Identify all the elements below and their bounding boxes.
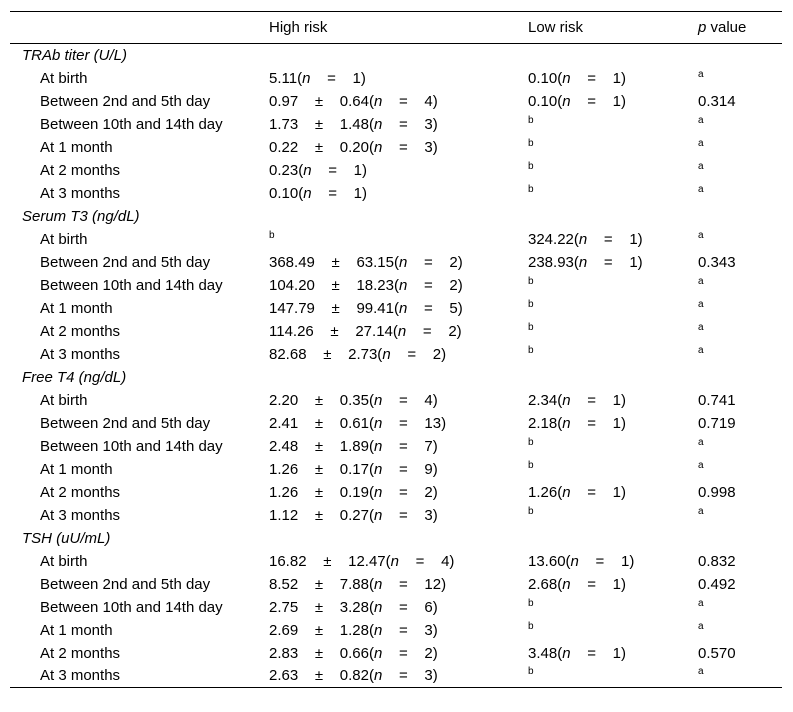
value-text: 2.63 ± 0.82(: [269, 667, 374, 685]
value-text: 0.97 ± 0.64(: [269, 92, 374, 110]
section-title: TRAb titer (U/L): [22, 46, 128, 64]
n-count: = 1): [587, 230, 643, 248]
n-count: = 4): [398, 552, 455, 570]
value-text: 1.26 ± 0.19(: [269, 483, 374, 501]
low-risk-cell: [528, 113, 698, 136]
footnote-marker: a: [698, 229, 704, 241]
n-symbol: n: [562, 69, 571, 87]
row-label: At 2 months: [40, 322, 121, 340]
footnote-marker: a: [698, 344, 704, 356]
n-count: = 1): [311, 161, 367, 179]
section-row: [10, 44, 782, 67]
p-value-text: 0.998: [698, 483, 736, 501]
n-symbol: n: [562, 414, 571, 432]
n-count: = 1): [570, 483, 626, 501]
n-symbol: n: [303, 161, 312, 179]
n-symbol: n: [373, 644, 383, 662]
p-value-cell: [698, 642, 782, 665]
header-p-value: [698, 12, 782, 44]
value-text: 2.34(: [528, 391, 563, 409]
high-risk-cell: [269, 573, 528, 596]
high-risk-cell: [269, 642, 528, 665]
high-risk-cell: [269, 228, 528, 251]
low-risk-cell: [528, 389, 698, 412]
value-text: 2.68(: [528, 575, 563, 593]
n-count: = 1): [570, 414, 626, 432]
footnote-marker: a: [698, 666, 704, 678]
table-row: [10, 504, 782, 527]
n-count: = 1): [310, 69, 366, 87]
value-text: 1.12 ± 0.27(: [269, 506, 374, 524]
header-high-risk: High risk: [269, 12, 528, 44]
table-row: [10, 113, 782, 136]
high-risk-cell: [269, 458, 528, 481]
high-risk-cell: [269, 504, 528, 527]
value-text: 8.52 ± 7.88(: [269, 575, 374, 593]
n-count: = 1): [570, 92, 626, 110]
high-risk-cell: [269, 389, 528, 412]
n-count: = 7): [382, 437, 438, 455]
table-row: [10, 619, 782, 642]
footnote-marker: b: [528, 459, 534, 471]
section-row: [10, 366, 782, 389]
n-count: = 3): [382, 621, 438, 639]
n-count: = 1): [311, 184, 367, 202]
high-risk-cell: [269, 182, 528, 205]
n-symbol: n: [373, 414, 383, 432]
low-risk-cell: [528, 596, 698, 619]
value-text: 13.60(: [528, 552, 571, 570]
footnote-marker: a: [698, 459, 704, 471]
row-label: At 1 month: [40, 138, 113, 156]
n-count: = 1): [578, 552, 635, 570]
value-text: 0.10(: [528, 92, 563, 110]
footnote-marker: b: [528, 160, 534, 172]
footnote-marker: a: [698, 321, 704, 333]
low-risk-cell: [528, 573, 698, 596]
high-risk-cell: [269, 550, 528, 573]
n-symbol: n: [373, 506, 383, 524]
n-symbol: n: [373, 92, 383, 110]
p-value-cell: [698, 458, 782, 481]
n-count: = 3): [382, 138, 438, 156]
low-risk-cell: [528, 481, 698, 504]
n-symbol: n: [373, 391, 383, 409]
value-text: 2.83 ± 0.66(: [269, 644, 374, 662]
table-row: [10, 550, 782, 573]
n-count: = 1): [570, 575, 626, 593]
n-count: = 2): [407, 253, 463, 271]
row-label: At 3 months: [40, 506, 121, 524]
row-label: Between 2nd and 5th day: [40, 253, 211, 271]
n-symbol: n: [570, 552, 579, 570]
value-text: 238.93(: [528, 253, 579, 271]
p-value-text: 0.570: [698, 644, 736, 662]
footnote-marker: a: [698, 298, 704, 310]
n-symbol: n: [562, 483, 571, 501]
n-count: = 6): [382, 598, 438, 616]
value-text: 368.49 ± 63.15(: [269, 253, 399, 271]
table-row: [10, 596, 782, 619]
value-text: 2.69 ± 1.28(: [269, 621, 374, 639]
value-text: 114.26 ± 27.14(: [269, 322, 398, 340]
p-value-cell: [698, 228, 782, 251]
low-risk-cell: [528, 504, 698, 527]
high-risk-cell: [269, 136, 528, 159]
n-symbol: n: [397, 322, 407, 340]
low-risk-cell: [528, 159, 698, 182]
low-risk-cell: [528, 435, 698, 458]
p-value-cell: [698, 550, 782, 573]
value-text: 2.20 ± 0.35(: [269, 391, 374, 409]
table-row: [10, 412, 782, 435]
row-label: At birth: [40, 391, 88, 409]
low-risk-cell: [528, 136, 698, 159]
high-risk-cell: [269, 665, 528, 688]
footnote-marker: b: [528, 114, 534, 126]
p-value-cell: [698, 573, 782, 596]
p-value-cell: [698, 665, 782, 688]
n-count: = 3): [382, 115, 438, 133]
low-risk-cell: [528, 297, 698, 320]
footnote-marker: a: [698, 114, 704, 126]
table-row: [10, 67, 782, 90]
n-symbol: n: [398, 299, 408, 317]
table-row: [10, 389, 782, 412]
value-text: 324.22(: [528, 230, 579, 248]
n-symbol: n: [390, 552, 399, 570]
p-value-cell: [698, 619, 782, 642]
value-text: 147.79 ± 99.41(: [269, 299, 399, 317]
high-risk-cell: [269, 274, 528, 297]
n-symbol: n: [398, 253, 408, 271]
section-row: [10, 205, 782, 228]
n-symbol: n: [398, 276, 408, 294]
row-label: At 3 months: [40, 184, 121, 202]
value-text: 2.48 ± 1.89(: [269, 437, 374, 455]
p-value-text: 0.741: [698, 391, 736, 409]
n-count: = 1): [587, 253, 643, 271]
n-symbol: n: [373, 598, 383, 616]
n-count: = 4): [382, 391, 438, 409]
table-row: [10, 228, 782, 251]
row-label: Between 2nd and 5th day: [40, 92, 211, 110]
row-label: Between 2nd and 5th day: [40, 575, 211, 593]
p-value-cell: [698, 297, 782, 320]
p-value-cell: [698, 159, 782, 182]
n-symbol: n: [303, 184, 312, 202]
header-p-italic: p: [698, 19, 707, 36]
footnote-marker: a: [698, 183, 704, 195]
low-risk-cell: [528, 458, 698, 481]
low-risk-cell: [528, 228, 698, 251]
row-label: At 3 months: [10, 665, 269, 688]
row-label: At 1 month: [40, 460, 113, 478]
section-title: TSH (uU/mL): [22, 529, 111, 547]
footnote-marker: a: [698, 620, 704, 632]
footnote-marker: b: [528, 183, 534, 195]
footnote-marker: a: [698, 137, 704, 149]
footnote-marker: a: [698, 597, 704, 609]
n-symbol: n: [373, 115, 383, 133]
high-risk-cell: [269, 251, 528, 274]
n-count: = 9): [382, 460, 438, 478]
p-value-cell: [698, 182, 782, 205]
row-label: Between 2nd and 5th day: [40, 414, 211, 432]
p-value-text: 0.832: [698, 552, 736, 570]
n-count: = 2): [382, 644, 438, 662]
footnote-marker: b: [528, 620, 534, 632]
n-symbol: n: [373, 138, 383, 156]
high-risk-cell: [269, 320, 528, 343]
p-value-cell: [698, 136, 782, 159]
n-symbol: n: [373, 667, 383, 685]
value-text: 0.10(: [269, 184, 304, 202]
header-empty: [10, 12, 269, 44]
n-count: = 3): [382, 667, 438, 685]
value-text: 2.75 ± 3.28(: [269, 598, 374, 616]
n-symbol: n: [562, 391, 571, 409]
footnote-marker: b: [528, 597, 534, 609]
n-symbol: n: [382, 345, 391, 363]
low-risk-cell: [528, 274, 698, 297]
section-title: Serum T3 (ng/dL): [22, 207, 140, 225]
n-symbol: n: [302, 69, 311, 87]
n-symbol: n: [578, 253, 588, 271]
n-symbol: n: [373, 483, 383, 501]
low-risk-cell: [528, 619, 698, 642]
footnote-marker: b: [528, 298, 534, 310]
row-label: Between 10th and 14th day: [40, 598, 223, 616]
p-value-cell: [698, 90, 782, 113]
value-text: 0.22 ± 0.20(: [269, 138, 374, 156]
table-row: [10, 458, 782, 481]
footnote-marker: b: [528, 505, 534, 517]
p-value-text: 0.343: [698, 253, 736, 271]
high-risk-cell: [269, 159, 528, 182]
high-risk-cell: [269, 67, 528, 90]
p-value-cell: [698, 504, 782, 527]
n-symbol: n: [373, 460, 383, 478]
low-risk-cell: [528, 642, 698, 665]
p-value-text: 0.492: [698, 575, 736, 593]
table-header-row: [10, 12, 782, 44]
value-text: 0.10(: [528, 69, 563, 87]
table-row: [10, 481, 782, 504]
row-label: At birth: [40, 552, 88, 570]
n-count: = 13): [382, 414, 447, 432]
table-row: [10, 90, 782, 113]
row-label: At birth: [40, 230, 88, 248]
table-row: [10, 251, 782, 274]
n-symbol: n: [373, 621, 383, 639]
footnote-marker: a: [698, 275, 704, 287]
value-text: 2.41 ± 0.61(: [269, 414, 374, 432]
results-table: [10, 11, 782, 688]
p-value-cell: [698, 113, 782, 136]
value-text: 82.68 ± 2.73(: [269, 345, 383, 363]
table-row: [10, 297, 782, 320]
value-text: 5.11(: [269, 69, 303, 87]
n-count: = 1): [570, 391, 626, 409]
n-symbol: n: [562, 575, 571, 593]
table-row: [10, 320, 782, 343]
high-risk-cell: [269, 596, 528, 619]
section-row: [10, 527, 782, 550]
footnote-marker: b: [528, 275, 534, 287]
value-text: 16.82 ± 12.47(: [269, 552, 391, 570]
row-label: At birth: [40, 69, 88, 87]
p-value-cell: [698, 596, 782, 619]
n-count: = 12): [382, 575, 447, 593]
low-risk-cell: [528, 90, 698, 113]
row-label: At 2 months: [40, 644, 121, 662]
p-value-cell: [698, 343, 782, 366]
p-value-cell: [698, 389, 782, 412]
p-value-cell: [698, 481, 782, 504]
low-risk-cell: [528, 550, 698, 573]
footnote-marker: a: [698, 160, 704, 172]
value-text: 104.20 ± 18.23(: [269, 276, 399, 294]
p-value-cell: [698, 274, 782, 297]
high-risk-cell: [269, 297, 528, 320]
row-label: At 1 month: [40, 621, 113, 639]
footnote-marker: a: [698, 68, 704, 80]
low-risk-cell: [528, 320, 698, 343]
footnote-marker: b: [269, 229, 275, 241]
p-value-cell: [698, 67, 782, 90]
p-value-cell: [698, 251, 782, 274]
high-risk-cell: [269, 619, 528, 642]
n-symbol: n: [373, 575, 383, 593]
table-row: [10, 665, 782, 688]
p-value-cell: [698, 320, 782, 343]
high-risk-cell: [269, 435, 528, 458]
low-risk-cell: [528, 412, 698, 435]
section-title: Free T4 (ng/dL): [22, 368, 127, 386]
footnote-marker: b: [528, 436, 534, 448]
low-risk-cell: [528, 67, 698, 90]
results-table-container: [10, 11, 782, 688]
row-label: At 1 month: [40, 299, 113, 317]
footnote-marker: b: [528, 666, 534, 678]
row-label: At 2 months: [40, 161, 121, 179]
high-risk-cell: [269, 113, 528, 136]
p-value-text: 0.314: [698, 92, 736, 110]
n-symbol: n: [373, 437, 383, 455]
header-p-rest: value: [706, 19, 747, 36]
row-label: Between 10th and 14th day: [40, 115, 223, 133]
n-count: = 2): [390, 345, 447, 363]
table-row: [10, 136, 782, 159]
footnote-marker: b: [528, 321, 534, 333]
value-text: 3.48(: [528, 644, 563, 662]
high-risk-cell: [269, 90, 528, 113]
p-value-cell: [698, 412, 782, 435]
low-risk-cell: [528, 343, 698, 366]
footnote-marker: b: [528, 137, 534, 149]
n-count: = 4): [382, 92, 438, 110]
table-row: [10, 435, 782, 458]
row-label: Between 10th and 14th day: [40, 276, 223, 294]
table-row: [10, 274, 782, 297]
low-risk-cell: [528, 665, 698, 688]
low-risk-cell: [528, 182, 698, 205]
high-risk-cell: [269, 412, 528, 435]
header-low-risk: Low risk: [528, 12, 698, 44]
n-symbol: n: [578, 230, 588, 248]
table-row: [10, 642, 782, 665]
low-risk-cell: [528, 251, 698, 274]
value-text: 1.73 ± 1.48(: [269, 115, 374, 133]
n-symbol: n: [562, 644, 571, 662]
high-risk-cell: [269, 481, 528, 504]
table-row: [10, 159, 782, 182]
n-count: = 1): [570, 69, 626, 87]
n-count: = 2): [382, 483, 438, 501]
row-label: At 3 months: [40, 345, 121, 363]
row-label: Between 10th and 14th day: [40, 437, 223, 455]
n-count: = 3): [382, 506, 438, 524]
high-risk-cell: [269, 343, 528, 366]
footnote-marker: b: [528, 344, 534, 356]
table-row: [10, 573, 782, 596]
n-count: = 2): [407, 276, 463, 294]
n-symbol: n: [562, 92, 571, 110]
value-text: 1.26(: [528, 483, 563, 501]
table-row: [10, 343, 782, 366]
n-count: = 5): [407, 299, 463, 317]
p-value-cell: [698, 435, 782, 458]
value-text: 1.26 ± 0.17(: [269, 460, 374, 478]
row-label: At 2 months: [40, 483, 121, 501]
table-row: [10, 182, 782, 205]
value-text: 2.18(: [528, 414, 563, 432]
p-value-text: 0.719: [698, 414, 736, 432]
n-count: = 1): [570, 644, 626, 662]
n-count: = 2): [406, 322, 462, 340]
value-text: 0.23(: [269, 161, 304, 179]
table-body: [10, 44, 782, 688]
footnote-marker: a: [698, 436, 704, 448]
footnote-marker: a: [698, 505, 704, 517]
